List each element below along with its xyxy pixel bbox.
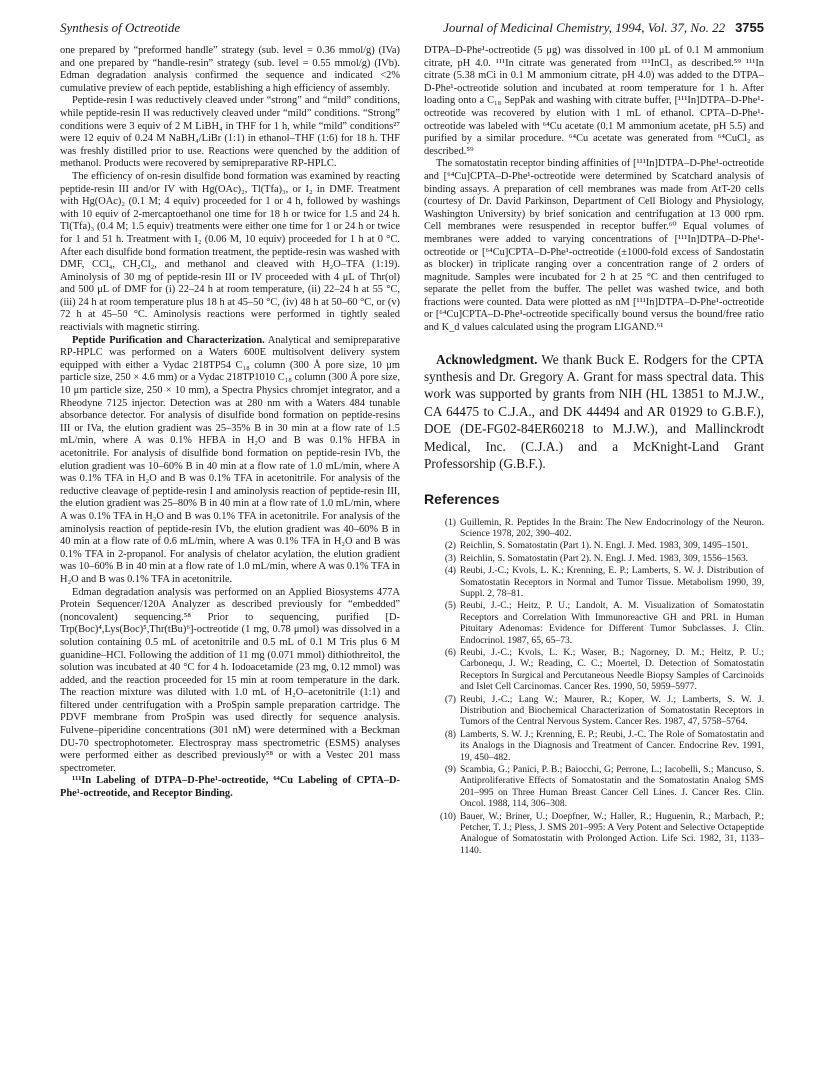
paragraph: one prepared by “preformed handle” strategy (sub. level = 0.36 mmol/g) (IVa) and one prepared by “handle-resin” strategy (sub. level = 0.55 mmol/g) (IVb). Edman degradation analysis confirmed the sequence and indicated <2% cumulative preview of each peptide, establishing a high efficiency of assembly. — [60, 45, 400, 94]
paragraph: DTPA–D-Phe¹-octreotide (5 μg) was dissolved in 100 μL of 0.1 M ammonium citrate, pH 4.0. ¹¹¹In citrate was generated from ¹¹¹InCl₃ as described.⁵⁹ ¹¹¹In citrate (5.38 mCi in 0.1 M ammonium citrate, pH 4.0) was added to the DTPA–D-Phe¹-octreotide solution and incubated at room temperature for 1 h. After loading onto a C₁₈ SepPak and washing with citrate buffer, [¹¹¹In]DTPA–D-Phe¹-octreotide was recovered by elution with 1 mL of ethanol. CPTA–D-Phe¹-octreotide was labeled with ⁶⁴Cu acetate (0.1 M ammonium acetate, pH 5.5) and purified by a similar procedure. ⁶⁴Cu acetate was generated from ⁶⁴CuCl₂ as described.⁵⁹ — [424, 45, 764, 157]
reference-item — [424, 600, 764, 646]
reference-item — [424, 565, 764, 599]
reference-text: Guillemin, R. Peptides In the Brain: The New Endocrinology of the Neuron. Science 1978, 202, 390–402. — [460, 516, 764, 539]
reference-text: Reubi, J.-C.; Lang W.; Maurer, R.; Koper, W. J.; Lamberts, S. W. J. Distribution and Biochemical Characterization of Somatostatin Receptors in Tumors of the Central Nervous System. Cancer Res. 1987, 47, 5758–5764. — [460, 693, 764, 728]
section-heading: ¹¹¹In Labeling of DTPA–D-Phe¹-octreotide, ⁶⁴Cu Labeling of CPTA–D-Phe¹-octreotide, and Receptor Binding. — [60, 775, 400, 800]
reference-number: (1) — [444, 516, 456, 528]
reference-number: (4) — [444, 565, 456, 577]
reference-number: (7) — [444, 693, 456, 705]
reference-list — [424, 517, 764, 857]
reference-number: (5) — [444, 600, 456, 612]
acknowledgment — [424, 351, 764, 473]
journal-citation — [443, 20, 764, 36]
paragraph: The efficiency of on-resin disulfide bond formation was examined by reacting peptide-resin III and/or IV with Hg(OAc)₂, Tl(Tfa)₃, or I₂ in DMF. Treatment with Hg(OAc)₂ (0.1 M; 4 equiv) proceeded for 1 or 4 h, followed by washings with 10 equiv of 2-mercaptoethanol one time for 18 h or twice for 1.5 and 24 h. Tl(Tfa)₃ (0.4 M; 1.5 equiv) treatments were either one time for 1 or 24 h or twice for 1 and 51 h. Treatment with I₂ (0.06 M, 10 equiv) proceeded for 1 h at 0 °C. After each disulfide bond formation treatment, the peptide-resin was washed with DMF, CCl₄, CH₂Cl₂, and methanol and cleaved with H₂O–TFA (1:19). Aminolysis of 30 mg of peptide-resin III or IV proceeded with 4 μL of Thr(ol) and 500 μL of DMF for (i) 22–24 h at room temperature, (ii) 22–24 h at 55 °C, (iii) 24 h at room temperature plus 18 h at 45–50 °C, (iv) 48 h at 50–60 °C, or (v) 72 h at 45–50 °C. Aminolysis reactions were performed in tightly sealed reactivials with magnetic stirring. — [60, 170, 400, 334]
reference-number: (2) — [444, 540, 456, 552]
reference-number: (3) — [444, 552, 456, 564]
reference-text: Reubi, J.-C.; Kvols, L. K.; Waser, B.; Nagorney, D. M.; Heitz, P. U.; Carbonequ, J. W.; Reading, C. C.; Moertel, D. Detection of Somatostatin Receptors In Surgical and Percutaneous Needle Biopsy Samples of Carcinoids and Islet Cell Carcinomas. Cancer Res. 1990, 50, 5959–5977. — [460, 646, 764, 693]
acknowledgment-text: We thank Buck E. Rodgers for the CPTA synthesis and Dr. Gregory A. Grant for mass spectral data. This work was supported by grants from NIH (HL 13851 to M.J.W., CA 64475 to C.J.A., and DK 44494 and AR 01929 to G.B.F.), DOE (DE-FG02-84ER60218 to M.J.W.), and Mallinckrodt Medical, Inc. (C.J.A.) and a McKnight-Land Grant Professorship (G.B.F.). — [424, 351, 764, 472]
reference-number: (9) — [444, 764, 456, 776]
right-column — [424, 45, 764, 1050]
reference-text: Reichlin, S. Somatostatin (Part 1). N. Engl. J. Med. 1983, 309, 1495–1501. — [460, 540, 749, 552]
paragraph: Edman degradation analysis was performed on an Applied Biosystems 477A Protein Sequencer/120A Analyzer as described previously for “embedded” (noncovalent) sequencing.⁵⁸ Prior to sequencing, purified [D-Trp(Boc)⁴,Lys(Boc)⁵,Thr(tBu)⁶]-octreotide (1 mg, 0.78 μmol) was dissolved in a solution containing 0.5 mL of acetonitrile and 0.5 mL of 0.1 M Tris plus 6 M guanidine–HCl. Following the addition of 11 mg (0.071 mmol) dithiothreitol, the solution was incubated at 40 °C for 4 h. Iodoacetamide (23 mg, 0.12 mmol) was added, and the reaction proceeded for 15 min at room temperature in the dark. The reaction mixture was diluted with 1.0 mL of H₂O–acetonitrile (1:1) and filtered under centrifugation with a ProSpin sample preparation cartridge. The PDVF membrane from ProSpin was used directly for sequence analysis. Fulvene–piperidine concentrations (301 nM) were determined with a Beckman DU-70 spectrophotometer. Electrospray mass spectrometric (ESMS) analyses were performed either as described previously⁵⁸ or with a Vestec 201 mass spectrometer. — [60, 586, 400, 774]
references-heading: References — [424, 490, 500, 507]
paragraph: The somatostatin receptor binding affinities of [¹¹¹In]DTPA–D-Phe¹-octreotide and [⁶⁴Cu]CPTA–D-Phe¹-octreotide were determined by Scatchard analysis of binding assays. A preparation of cell membranes was made from AtT-20 cells (courtesy of Dr. David Parkinson, Department of Cell Biology and Physiology, Washington University) by brief sonication and centrifugation at 13 000 rpm. Cell membranes were resuspended in receptor buffer.⁶⁰ Equal volumes of membranes were added to varying concentrations of [¹¹¹In]DTPA–D-Phe¹-octreotide or [⁶⁴Cu]CPTA–D-Phe¹-octreotide (±1000-fold excess of Sandostatin as blocker) in triplicate ranging over a concentration range of 2 orders of magnitude. Samples were incubated for 2 h at 25 °C and then centrifuged to separate the pellet from the buffer. The pellet was washed twice, and both fractions were counted. Data were plotted as nM [¹¹¹In]DTPA–D-Phe¹-octreotide or [⁶⁴Cu]CPTA–D-Phe¹-octreotide specifically bound versus the bound/free ratio and K_d values calculated using the program LIGAND.⁶¹ — [424, 158, 764, 334]
reference-number: (10) — [440, 810, 456, 822]
reference-item — [424, 517, 764, 540]
left-column — [60, 45, 400, 1050]
page-number: 3755 — [735, 20, 764, 35]
reference-text: Reubi, J.-C.; Kvols, L. K.; Krenning, E. P.; Lamberts, S. W. J. Distribution of Somatostatin Receptors in Normal and Tumor Tissue. Metabolism 1990, 39, Suppl. 2, 78–81. — [460, 565, 764, 599]
reference-item — [424, 811, 764, 857]
running-title: Synthesis of Octreotide — [60, 20, 181, 35]
acknowledgment-heading: Acknowledgment. — [436, 351, 538, 367]
reference-item — [424, 729, 764, 763]
reference-text: Scambia, G.; Panici, P. B.; Baiocchi, G; Perrone, L.; Iacobelli, S.; Mancuso, S. Antiproliferative Effects of Somatostatin and the Somatostatin Analog SMS 201–995 on Three Human Breast Cancer Cell Lines. J. Cancer Res. Clin. Oncol. 1988, 114, 306–308. — [460, 764, 764, 810]
reference-item — [424, 694, 764, 728]
reference-number: (8) — [444, 728, 456, 740]
reference-item — [424, 553, 764, 564]
running-header — [60, 20, 764, 40]
reference-text: Lamberts, S. W. J.; Krenning, E. P.; Reubi, J.-C. The Role of Somatostatin and its Analogs in the Diagnosis and Treatment of Cancer. Endocrine Rev. 1991, 19, 450–482. — [460, 728, 764, 763]
paragraph-text: Analytical and semipreparative RP-HPLC was performed on a Waters 600E multisolvent delivery system equipped with either a Vydac 218TP54 C₁₈ column (300 Å pore size, 10 μm particle size, 250 × 4.6 mm) or a Vydac 218TP1010 C₁₈ column (300 Å pore size, 10 μm particle size, 250 × 10 mm), a Spectra Physics chromjet integrator, and a Rheodyne 7125 injector. Detection was at 280 nm with a Waters 484 tunable absorbance detector. For analysis of disulfide bond formation on peptide-resins III or IVa, the elution gradient was 25–35% B in 30 min at a flow rate of 1.5 mL/min, where A was 0.1% HFBA in H₂O and B was 0.1% HFBA in acetonitrile. For analysis of disulfide bond formation on peptide-resin IVb, the elution gradient was 10–60% B in 40 min at a flow rate of 1.0 mL/min, where A was 0.1% TFA in H₂O and B was 0.1% TFA in acetonitrile. For analysis of the reductive cleavage of peptide-resin I and aminolysis reaction of peptide-resin III, the elution gradient was 25–80% B in 40 min at a flow rate of 1.0 mL/min, where A was 0.1% TFA in H₂O and B was 0.1% TFA in acetonitrile. For analysis of the aminolysis reaction of peptide-resin IVb, the elution gradient was 40–60% B in 40 min at a flow rate of 0.6 mL/min, where A was 0.1% TFA in H₂O and B was 0.1% TFA in 2-propanol. For analysis of chelator acylation, the elution gradient was 10–60% B in 40 min at a flow rate of 1.0 mL/min, where A was 0.1% TFA in H₂O and B was 0.1% TFA in acetonitrile. — [60, 334, 400, 585]
reference-text: Bauer, W.; Briner, U.; Doepfner, W.; Haller, R.; Huguenin, R.; Marbach, P.; Petcher, T. J.; Pless, J. SMS 201–995: A Very Potent and Selective Octapeptide Analogue of Somatostatin with Prolonged Action. Life Sci. 1982, 31, 1133–1140. — [460, 810, 764, 856]
reference-item — [424, 764, 764, 810]
reference-item — [424, 540, 764, 551]
paragraph — [60, 775, 400, 800]
reference-text: Reubi, J.-C.; Heitz, P. U.; Landolt, A. M. Visualization of Somatostatin Receptors and Correlation With Immunoreactive GH and PRL in Human Pituitary Adenomas: Evidence for Different Tumor Subclasses. J. Clin. Endocrinol. 1987, 65, 65–73. — [460, 600, 764, 646]
reference-number: (6) — [444, 646, 456, 658]
section-heading: Peptide Purification and Characterization. — [72, 334, 265, 346]
paragraph — [60, 335, 400, 587]
reference-text: Reichlin, S. Somatostatin (Part 2). N. Engl. J. Med. 1983, 309, 1556–1563. — [460, 552, 749, 564]
reference-item — [424, 647, 764, 693]
paragraph: Peptide-resin I was reductively cleaved under “strong” and “mild” conditions, while peptide-resin II was reductively cleaved under “mild” conditions. “Strong” conditions were 3 equiv of 2 M LiBH₄ in THF for 1 h, while “mild” conditions²⁷ were 12 equiv of 0.24 M NaBH₄/LiBr (1:1) in ethanol–THF (1:6) for 18 h. THF was freshly distilled prior to use. Reactions were quenched by the addition of methanol. Products were recovered by semipreparative RP-HPLC. — [60, 95, 400, 170]
journal-name: Journal of Medicinal Chemistry, 1994, Vol. 37, No. 22 — [443, 20, 726, 35]
